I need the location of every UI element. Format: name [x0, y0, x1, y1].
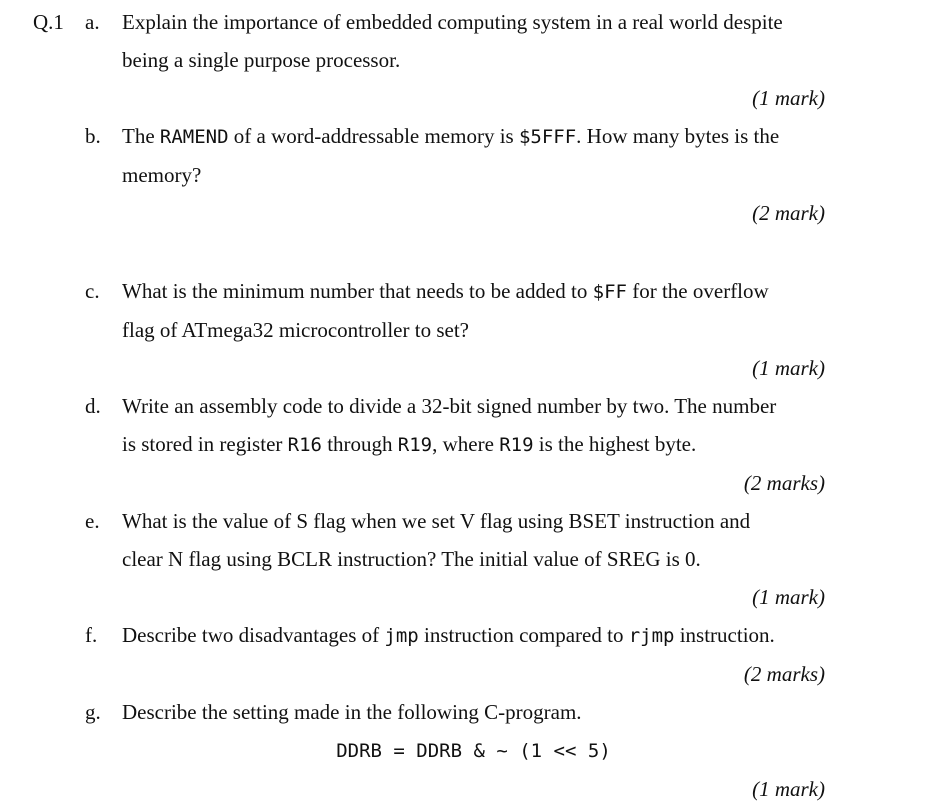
item-text-line: [122, 693, 825, 731]
code-text: $5FFF: [518, 126, 577, 148]
item-text-line: [122, 117, 825, 156]
code-text: R16: [287, 434, 322, 456]
item-label: d.: [85, 394, 101, 418]
code-text: RAMEND: [159, 126, 229, 148]
body-text: memory?: [122, 163, 202, 187]
item-body: [122, 502, 825, 616]
body-text: Describe the setting made in the following C-program.: [122, 700, 582, 724]
body-text: What is the value of S flag when we set V flag using BSET instruction and: [122, 509, 751, 533]
question-block: [0, 3, 940, 808]
code-text: $FF: [592, 281, 627, 303]
body-text: What is the minimum number that needs to be added to: [122, 279, 593, 303]
mark-label: (2 marks): [743, 471, 825, 495]
item-body: [122, 387, 825, 502]
code-text: jmp: [384, 625, 419, 647]
code-text: R19: [397, 434, 433, 456]
item-body: [122, 117, 825, 232]
item-body: [122, 693, 825, 808]
mark-label: (2 marks): [743, 662, 825, 686]
item-body: [122, 616, 825, 693]
body-text: through: [321, 432, 398, 456]
item-text-line: [122, 502, 825, 540]
question-item: [85, 272, 940, 387]
mark-label: (1 mark): [752, 86, 825, 110]
mark-label: (1 mark): [752, 356, 825, 380]
item-text-line: [122, 272, 825, 311]
item-body: [122, 3, 825, 117]
question-item: [85, 616, 940, 693]
item-text-line: [122, 540, 825, 578]
body-text: instruction compared to: [418, 623, 629, 647]
item-text-line: [122, 311, 825, 349]
body-text: Write an assembly code to divide a 32-bit signed number by two. The number: [122, 394, 777, 418]
body-text: instruction.: [674, 623, 775, 647]
body-text: The: [122, 124, 160, 148]
item-label: e.: [85, 509, 100, 533]
body-text: Explain the importance of embedded computing system in a real world despite: [122, 10, 783, 34]
body-text: . How many bytes is the: [576, 124, 780, 148]
question-items: [85, 3, 940, 808]
mark-label: (2 mark): [752, 201, 825, 225]
body-text: , where: [432, 432, 500, 456]
body-text: flag of ATmega32 microcontroller to set?: [122, 318, 469, 342]
item-label: c.: [85, 279, 100, 303]
body-text: clear N flag using BCLR instruction? The initial value of SREG is 0.: [122, 547, 701, 571]
question-item: [85, 502, 940, 616]
question-number: Q.1: [33, 10, 64, 34]
item-label: f.: [85, 623, 98, 647]
body-text: is the highest byte.: [533, 432, 697, 456]
item-text-line: [122, 41, 825, 79]
item-label: b.: [85, 124, 101, 148]
body-text: is stored in register: [122, 432, 288, 456]
body-text: Describe two disadvantages of: [122, 623, 385, 647]
item-body: [122, 272, 825, 387]
body-text: being a single purpose processor.: [122, 48, 401, 72]
code-text: rjmp: [628, 625, 675, 647]
question-item: [85, 3, 940, 117]
item-text-line: [122, 731, 825, 770]
question-item: [85, 117, 940, 232]
item-text-line: [122, 425, 825, 464]
body-text: for the overflow: [626, 279, 769, 303]
mark-label: (1 mark): [752, 777, 825, 801]
item-text-line: [122, 387, 825, 425]
question-item: [85, 387, 940, 502]
mark-label: (1 mark): [752, 585, 825, 609]
item-text-line: [122, 156, 825, 194]
item-text-line: [122, 3, 825, 41]
item-text-line: [122, 616, 825, 655]
item-label: g.: [85, 700, 101, 724]
item-label: a.: [85, 10, 100, 34]
blank-spacer: [85, 232, 940, 272]
code-text: DDRB = DDRB & ~ (1 << 5): [336, 740, 611, 762]
body-text: of a word-addressable memory is: [228, 124, 519, 148]
code-text: R19: [499, 434, 534, 456]
question-item: [85, 693, 940, 808]
